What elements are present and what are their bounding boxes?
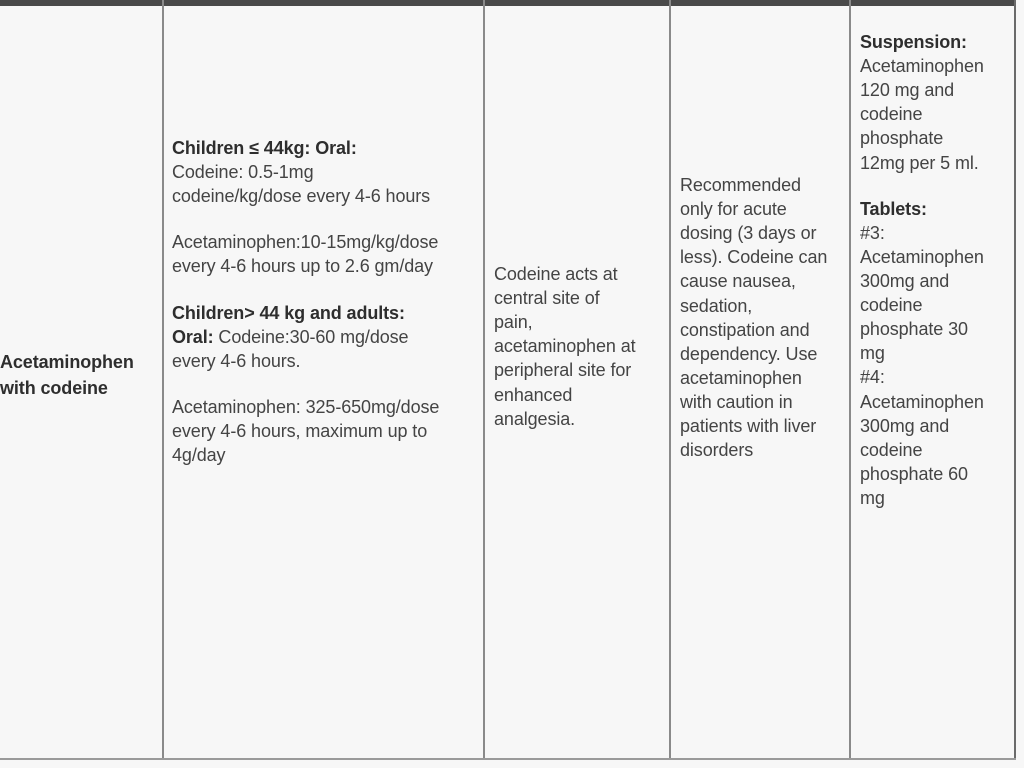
notes-cell — [680, 173, 845, 462]
tablets-heading: Tablets: — [860, 198, 927, 219]
mechanism-line: analgesia. — [494, 408, 576, 429]
mechanism-line: enhanced — [494, 384, 573, 405]
notes-line: Recommended — [680, 175, 801, 195]
notes-line: disorders — [680, 440, 754, 461]
formulation-line: 300mg and — [860, 270, 950, 291]
formulation-line: phosphate — [860, 128, 944, 149]
formulation-line: mg — [860, 343, 885, 364]
dosing-text: 4g/day — [172, 445, 226, 466]
formulation-line: 120 mg and — [860, 80, 955, 101]
adult-dosing-heading: Children> 44 kg and adults: — [172, 302, 405, 323]
dosing-text: Codeine:30-60 mg/dose — [213, 326, 409, 347]
oral-label: Oral: — [172, 326, 214, 347]
formulation-line: mg — [860, 487, 885, 508]
notes-line: constipation and — [680, 319, 810, 340]
dosing-text: Acetaminophen:10-15mg/kg/dose — [172, 232, 439, 253]
dosing-text: every 4-6 hours, maximum up to — [172, 420, 428, 441]
dosing-text: every 4-6 hours up to 2.6 gm/day — [172, 256, 433, 277]
formulation-line: 300mg and — [860, 415, 950, 436]
notes-line: patients with liver — [680, 416, 817, 437]
formulation-line: 12mg per 5 ml. — [860, 152, 979, 173]
column-divider — [162, 0, 164, 760]
dosing-cell — [172, 136, 477, 467]
dosing-text: every 4-6 hours. — [172, 350, 301, 371]
mechanism-line: central site of — [494, 288, 600, 309]
formulation-line: #3: — [860, 222, 885, 243]
notes-line: acetaminophen — [680, 367, 802, 388]
table-right-border — [1014, 0, 1016, 760]
notes-line: sedation, — [680, 295, 753, 316]
dosing-text: Acetaminophen: 325-650mg/dose — [172, 396, 440, 417]
formulations-cell — [860, 30, 1010, 510]
mechanism-line: Codeine acts at — [494, 264, 618, 284]
notes-line: with caution in — [680, 391, 793, 412]
suspension-heading: Suspension: — [860, 32, 967, 52]
formulation-line: codeine — [860, 439, 923, 460]
drug-name-line: with codeine — [0, 377, 108, 398]
table-top-border — [0, 0, 1016, 6]
dosing-text — [172, 325, 477, 349]
column-divider — [849, 0, 851, 760]
notes-line: dependency. Use — [680, 343, 818, 364]
column-divider — [483, 0, 485, 760]
mechanism-line: pain, — [494, 312, 533, 333]
formulation-line: #4: — [860, 367, 885, 388]
mechanism-line: acetaminophen at — [494, 336, 636, 357]
formulation-line: Acetaminophen — [860, 56, 984, 77]
formulation-line: Acetaminophen — [860, 391, 984, 412]
notes-line: dosing (3 days or — [680, 223, 817, 244]
dosing-text: codeine/kg/dose every 4-6 hours — [172, 186, 431, 207]
dosing-text: Codeine: 0.5-1mg — [172, 162, 314, 183]
formulation-line: phosphate 30 — [860, 319, 968, 340]
mechanism-cell — [494, 262, 664, 431]
formulation-line: Acetaminophen — [860, 246, 984, 267]
mechanism-line: peripheral site for — [494, 360, 632, 381]
notes-line: less). Codeine can — [680, 247, 828, 268]
formulation-line: codeine — [860, 104, 923, 125]
column-divider — [669, 0, 671, 760]
drug-name-line: Acetaminophen — [0, 352, 134, 372]
formulation-line: phosphate 60 — [860, 463, 968, 484]
formulation-line: codeine — [860, 295, 923, 316]
drug-name-cell — [0, 350, 160, 401]
children-dosing-heading: Children ≤ 44kg: Oral: — [172, 138, 357, 158]
notes-line: cause nausea, — [680, 271, 796, 292]
notes-line: only for acute — [680, 199, 787, 220]
table-bottom-border — [0, 758, 1016, 760]
